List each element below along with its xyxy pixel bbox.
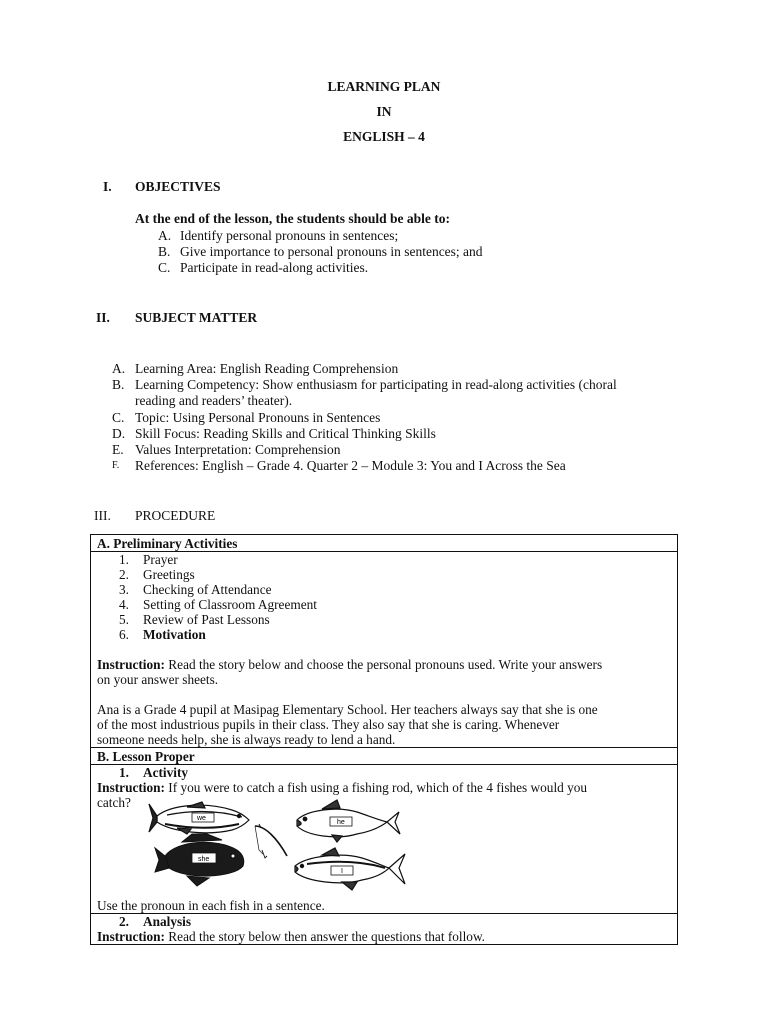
fish-label-i: I xyxy=(341,868,343,875)
fishing-rod-icon xyxy=(255,824,287,858)
subject-item: Learning Area: English Reading Comprehension xyxy=(135,361,399,376)
objectives-intro: At the end of the lesson, the students should be able to: xyxy=(135,211,451,226)
activity-cell xyxy=(91,765,678,914)
fish-i xyxy=(295,848,405,890)
subject-item-continued: reading and readers’ theater). xyxy=(135,393,293,408)
subject-item: Values Interpretation: Comprehension xyxy=(135,442,341,457)
section-number-subject-matter: II. xyxy=(96,310,110,325)
objective-item: Identify personal pronouns in sentences; xyxy=(180,228,399,243)
subject-letter: D. xyxy=(112,426,126,441)
objective-letter: B. xyxy=(158,244,171,259)
section-number-procedure: III. xyxy=(94,508,111,523)
section-number-objectives: I. xyxy=(103,179,112,194)
objective-letter: C. xyxy=(158,260,171,275)
list-item-motivation: 6. Motivation xyxy=(119,627,206,642)
activity-footer: Use the pronoun in each fish in a sentence. xyxy=(97,898,325,913)
list-item: 3. Checking of Attendance xyxy=(119,582,272,597)
analysis-title: 2. Analysis xyxy=(119,914,192,929)
subject-item: Topic: Using Personal Pronouns in Sentences xyxy=(135,410,381,425)
objective-item: Participate in read-along activities. xyxy=(180,260,369,275)
subject-letter: C. xyxy=(112,410,125,425)
activity-instruction-continued: catch? xyxy=(97,795,131,810)
story-line: someone needs help, she is always ready to lend a hand. xyxy=(97,732,396,747)
subject-letter: A. xyxy=(112,361,126,376)
preliminary-activities-list xyxy=(97,552,671,642)
section-title-procedure: PROCEDURE xyxy=(135,508,216,523)
fish-label-he: he xyxy=(337,819,345,826)
analysis-cell xyxy=(91,914,678,945)
list-item: 1. Prayer xyxy=(119,552,178,567)
list-item: 2. Greetings xyxy=(119,567,195,582)
doc-title: LEARNING PLAN xyxy=(327,79,441,94)
doc-subject: ENGLISH – 4 xyxy=(343,129,425,144)
analysis-instruction: Instruction: Read the story below then answer the questions that follow. xyxy=(97,929,486,944)
section-title-subject-matter: SUBJECT MATTER xyxy=(135,310,258,325)
objective-item: Give importance to personal pronouns in sentences; and xyxy=(180,244,483,259)
objective-letter: A. xyxy=(158,228,172,243)
motivation-instruction-continued: on your answer sheets. xyxy=(97,672,219,687)
lesson-proper-heading: B. Lesson Proper xyxy=(91,748,678,765)
preliminary-activities-cell xyxy=(91,552,678,748)
subject-item: References: English – Grade 4. Quarter 2 – Module 3: You and I Across the Sea xyxy=(135,458,566,473)
subject-item: Learning Competency: Show enthusiasm for participating in read-along activities (choral xyxy=(135,377,617,392)
motivation-instruction: Instruction: Read the story below and choose the personal pronouns used. Write your answers xyxy=(97,657,603,672)
subject-letter: E. xyxy=(112,442,124,457)
fish-picture xyxy=(147,798,417,893)
fish-label-we: we xyxy=(197,815,206,822)
doc-title-in: IN xyxy=(376,104,392,119)
list-item: 5. Review of Past Lessons xyxy=(119,612,270,627)
activity-title: 1. Activity xyxy=(119,765,189,780)
story-line: of the most industrious pupils in their class. They also say that she is caring. Whenever xyxy=(97,717,560,732)
procedure-table xyxy=(90,534,678,945)
story-line: Ana is a Grade 4 pupil at Masipag Elementary School. Her teachers always say that she is one xyxy=(97,702,598,717)
activity-instruction: Instruction: If you were to catch a fish using a fishing rod, which of the 4 fishes would you xyxy=(97,780,588,795)
subject-letter: B. xyxy=(112,377,125,392)
fish-he xyxy=(297,800,400,842)
fish-label-she: she xyxy=(198,856,210,863)
subject-letter: F. xyxy=(112,460,120,471)
section-title-objectives: OBJECTIVES xyxy=(135,179,221,194)
preliminary-activities-heading: A. Preliminary Activities xyxy=(91,535,678,552)
subject-item: Skill Focus: Reading Skills and Critical Thinking Skills xyxy=(135,426,436,441)
fish-illustration xyxy=(147,798,417,893)
list-item: 4. Setting of Classroom Agreement xyxy=(119,597,317,612)
